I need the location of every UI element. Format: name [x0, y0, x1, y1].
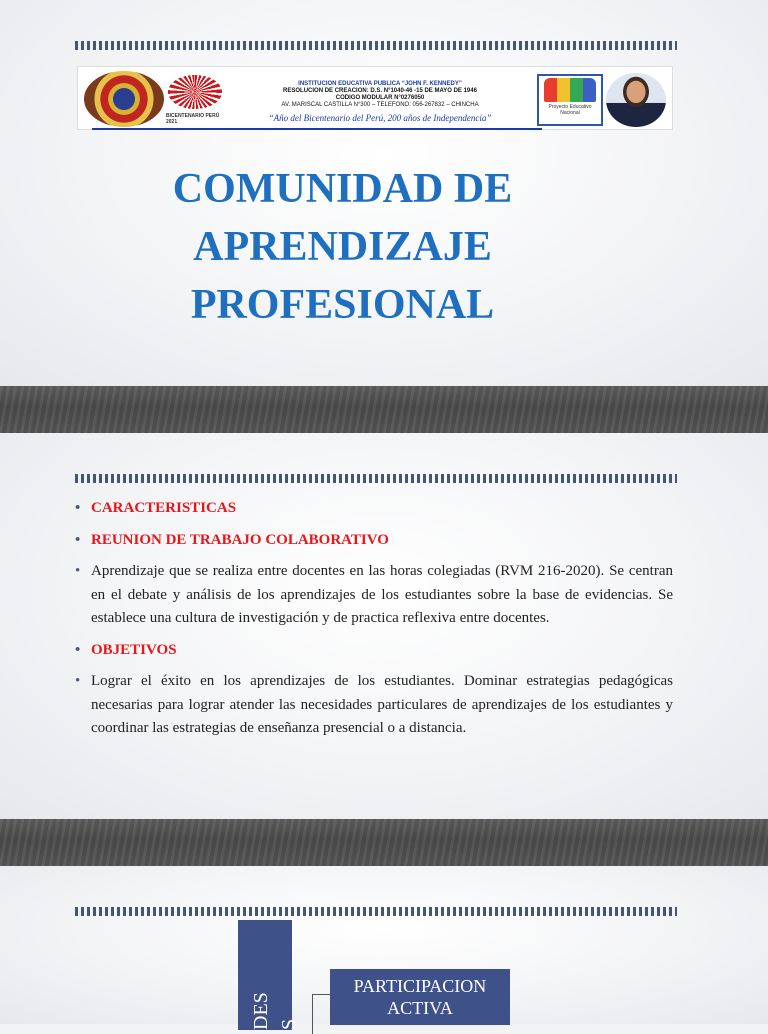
- list-item: • REUNION DE TRABAJO COLABORATIVO: [73, 529, 673, 553]
- proyecto-educativo-logo: [537, 74, 603, 126]
- school-header-banner: [77, 66, 673, 130]
- proyecto-label: Proyecto Educativo Nacional: [548, 104, 592, 116]
- dashed-divider: [75, 907, 677, 916]
- hands-logo-icon: [544, 78, 596, 102]
- list-item: • CARACTERISTICAS: [73, 497, 673, 521]
- institution-name: INSTITUCION EDUCATIVA PUBLICA “JOHN F. KENNEDY”: [298, 81, 462, 87]
- header-rule: [92, 128, 542, 130]
- vertical-label-line: DES: [250, 992, 272, 1030]
- list-item: • OBJETIVOS: [73, 639, 673, 663]
- dashed-divider: [75, 41, 677, 50]
- title-line: COMUNIDAD DE: [172, 166, 513, 212]
- school-seal-icon: [84, 71, 164, 127]
- modular-code: CODIGO MODULAR N°0276050: [335, 95, 425, 101]
- vertical-label-line: S: [278, 1018, 300, 1030]
- bullet-list: [73, 497, 673, 749]
- title-line: APRENDIZAJE: [193, 224, 492, 270]
- title-line: PROFESIONAL: [190, 282, 495, 328]
- list-item: • Aprendizaje que se realiza entre docentes en las horas colegiadas (RVM 216-2020). Se centran en el debate y análisis de los aprendizajes de los estudiantes sobre la base de evidencias. Se establece una cultura de investigación y de practica reflexiva entre docentes.: [73, 560, 673, 631]
- slide-characteristics: [0, 433, 768, 819]
- bicentennial-logo-icon: [168, 75, 222, 109]
- resolution-text: RESOLUCION DE CREACION: D.S. N°1040-46 -15 DE MAYO DE 1946: [283, 88, 477, 94]
- dashed-divider: [75, 474, 677, 483]
- bicentenario-label: BICENTENARIO PERÚ 2021: [166, 113, 220, 125]
- list-item: • Lograr el éxito en los aprendizajes de los estudiantes. Dominar estrategias pedagógicas necesarias para lograr atender las necesidades particulares de aprendizajes de los estudiantes y coordinar las estrategias de enseñanza presencial o a distancia.: [73, 670, 673, 741]
- slide-diagram: [0, 866, 768, 1030]
- slide-separator-band: [0, 386, 768, 433]
- header-text-block: [230, 81, 530, 109]
- slide-title: [0, 0, 768, 386]
- box-label-line: PARTICIPACION: [353, 976, 487, 996]
- diagram-connector: [312, 994, 330, 1034]
- school-address: AV. MARISCAL CASTILLA N°300 – TELEFONO: 056-267832 – CHINCHA: [281, 102, 479, 108]
- vertical-label-text: [247, 992, 303, 1030]
- participacion-activa-box: [330, 969, 510, 1025]
- year-motto: “Año del Bicentenario del Perú, 200 años de Independencia”: [268, 113, 492, 123]
- founder-portrait: [606, 73, 666, 127]
- page-title: [150, 160, 535, 334]
- slide-separator-band: [0, 819, 768, 866]
- box-label-line: ACTIVA: [387, 998, 453, 1018]
